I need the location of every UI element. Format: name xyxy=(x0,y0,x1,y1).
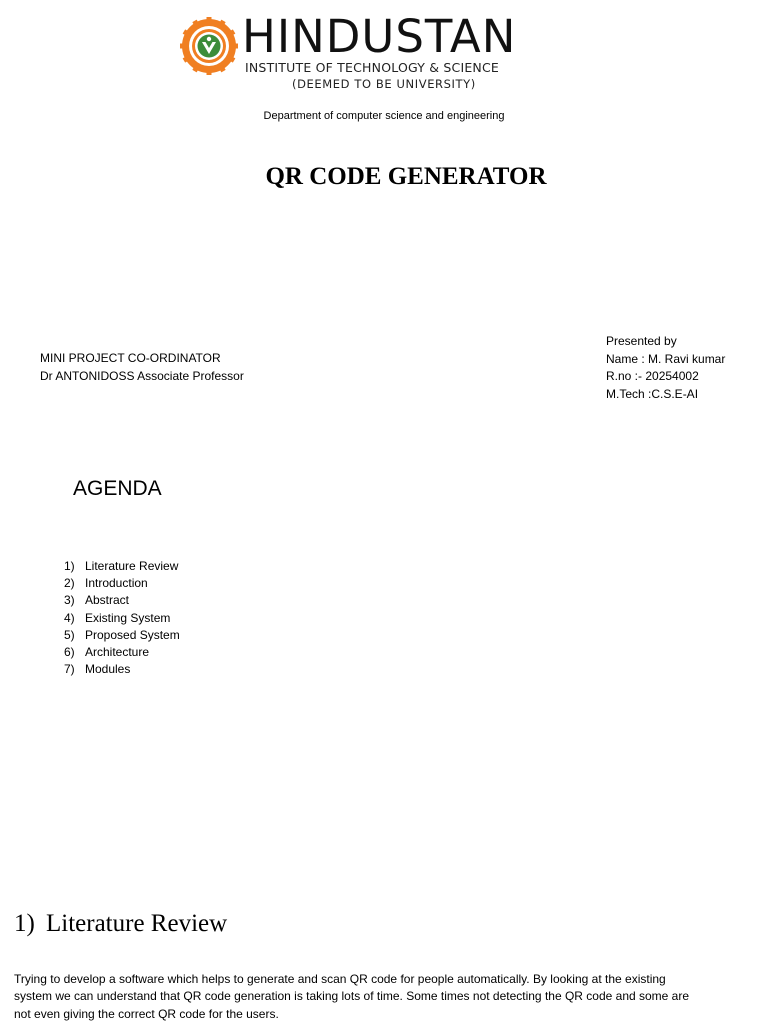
section-heading-literature-review xyxy=(14,908,227,940)
presenter-name: Name : M. Ravi kumar xyxy=(606,351,726,366)
list-item-number: 3) xyxy=(64,593,75,608)
paragraph-line: Trying to develop a software which helps to generate and scan QR code for people automatically. By looking at the existing xyxy=(14,972,666,986)
list-item-label: Modules xyxy=(85,662,131,677)
agenda-heading: AGENDA xyxy=(73,477,162,500)
list-item-label: Proposed System xyxy=(85,627,180,642)
institution-logo xyxy=(180,10,530,94)
literature-review-paragraph xyxy=(14,971,756,1023)
list-item xyxy=(64,592,180,609)
paragraph-line: not even giving the correct QR code for the users. xyxy=(14,1006,279,1021)
list-item xyxy=(64,610,180,627)
presenter-block xyxy=(606,333,725,403)
list-item xyxy=(64,644,180,661)
list-item-label: Abstract xyxy=(85,593,130,608)
list-item xyxy=(64,627,180,644)
list-item-label: Introduction xyxy=(85,576,148,591)
list-item-number: 4) xyxy=(64,610,75,625)
presenter-heading: Presented by xyxy=(606,334,677,348)
list-item-number: 7) xyxy=(64,662,75,677)
institution-seal-icon xyxy=(180,17,238,75)
institution-subtitle: INSTITUTE OF TECHNOLOGY & SCIENCE xyxy=(245,60,500,75)
list-item-label: Existing System xyxy=(85,610,171,625)
list-item-label: Architecture xyxy=(85,645,150,660)
list-item-number: 1) xyxy=(64,559,75,573)
document-title: QR CODE GENERATOR xyxy=(265,163,547,190)
institution-name: HINDUSTAN xyxy=(242,10,517,63)
coordinator-block xyxy=(40,350,244,385)
list-item xyxy=(64,575,180,592)
list-item-number: 6) xyxy=(64,645,75,660)
list-item-number: 5) xyxy=(64,627,75,642)
presenter-roll: R.no :- 20254002 xyxy=(606,369,699,383)
list-item xyxy=(64,661,180,678)
presenter-course: M.Tech :C.S.E-AI xyxy=(606,386,699,401)
institution-status: (DEEMED TO BE UNIVERSITY) xyxy=(292,77,476,91)
coordinator-role: MINI PROJECT CO-ORDINATOR xyxy=(40,351,221,365)
coordinator-name: Dr ANTONIDOSS Associate Professor xyxy=(40,368,244,383)
list-item-label: Literature Review xyxy=(85,559,179,573)
paragraph-line: system we can understand that QR code generation is taking lots of time. Some times not detecting the QR code and some are xyxy=(14,989,690,1004)
section-title: Literature Review xyxy=(46,910,228,937)
department-line: Department of computer science and engineering xyxy=(263,110,505,122)
list-item xyxy=(64,558,180,575)
section-number: 1) xyxy=(14,910,35,937)
list-item-number: 2) xyxy=(64,576,75,591)
agenda-list xyxy=(64,558,180,678)
